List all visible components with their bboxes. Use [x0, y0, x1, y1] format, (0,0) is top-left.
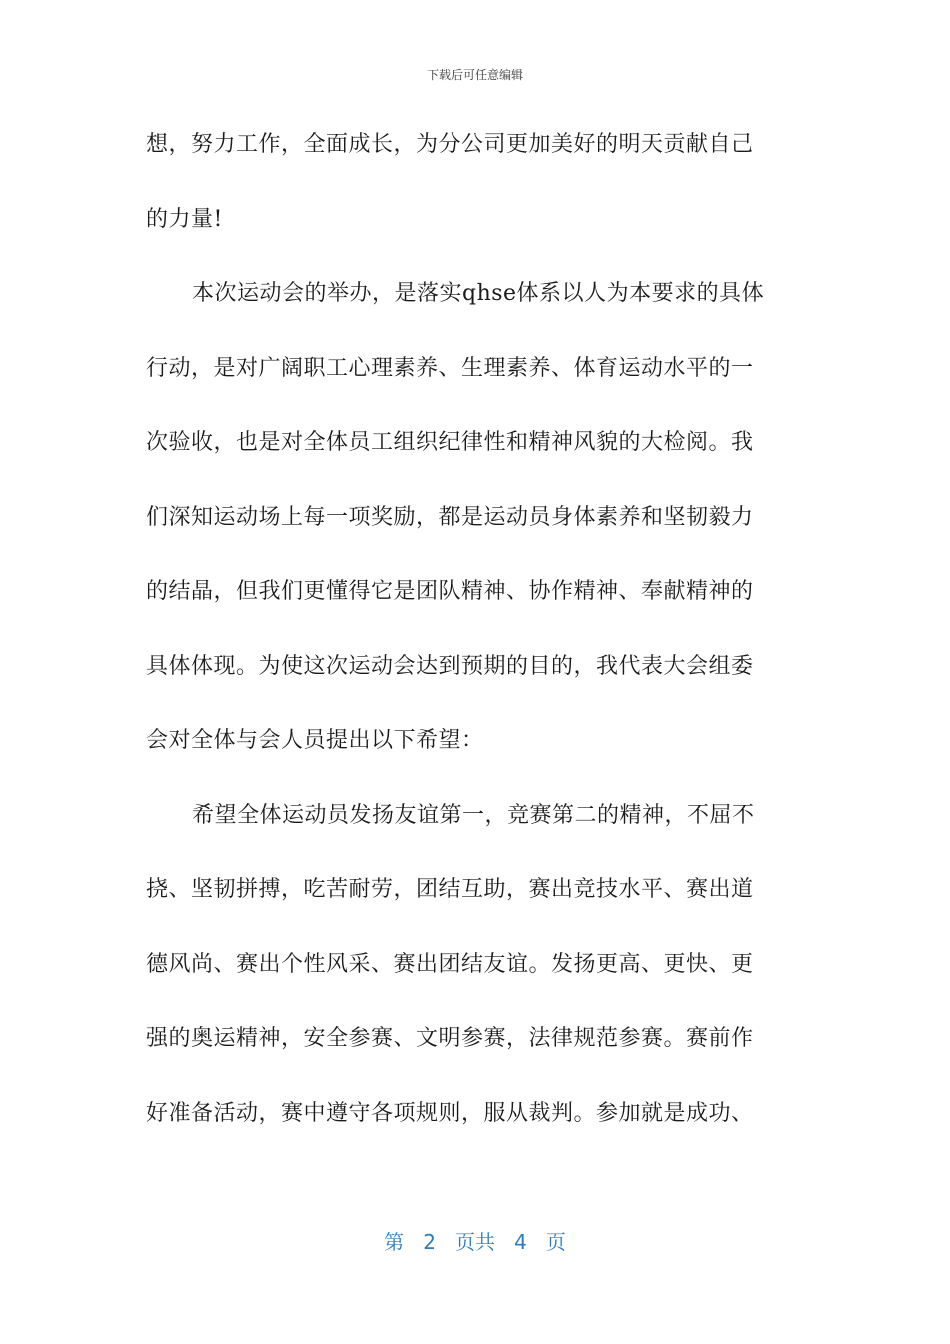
header-text: 下载后可任意编辑 [426, 68, 523, 82]
page-number-prefix: 第 [384, 1230, 405, 1254]
text-line: 挠、坚韧拼搏，吃苦耐劳，团结互助，赛出竞技水平、赛出道 [146, 877, 754, 902]
text-line: 们深知运动场上每一项奖励，都是运动员身体素养和坚韧毅力 [146, 504, 754, 530]
page-number-middle: 页共 [455, 1230, 495, 1254]
text-line: 的结晶，但我们更懂得它是团队精神、协作精神、奉献精神的 [146, 579, 754, 604]
page-number-current: 2 [423, 1230, 436, 1254]
text-line: 强的奥运精神，安全参赛、文明参赛，法律规范参赛。赛前作 [146, 1026, 754, 1051]
paragraph-start-line: 希望全体运动员发扬友谊第一，竞赛第二的精神，不屈不 [192, 802, 755, 828]
paragraph-start-line: 本次运动会的举办，是落实qhse体系以人为本要求的具体 [192, 281, 765, 306]
document-body [146, 120, 796, 1163]
page-number-suffix: 页 [545, 1230, 566, 1254]
text-line: 会对全体与会人员提出以下希望： [146, 728, 484, 753]
text-line: 行动，是对广阔职工心理素养、生理素养、体育运动水平的一 [146, 355, 754, 381]
text-line: 好准备活动，赛中遵守各项规则，服从裁判。参加就是成功、 [146, 1100, 754, 1126]
text-line: 德风尚、赛出个性风采、赛出团结友谊。发扬更高、更快、更 [146, 951, 754, 977]
text-line: 次验收，也是对全体员工组织纪律性和精神风貌的大检阅。我 [146, 430, 754, 455]
text-line: 想，努力工作，全面成长，为分公司更加美好的明天贡献自己 [146, 132, 754, 157]
page-footer [0, 1226, 950, 1255]
text-line: 具体体现。为使这次运动会达到预期的目的，我代表大会组委 [146, 653, 754, 679]
page-header [0, 66, 950, 83]
page-number-total: 4 [514, 1230, 527, 1254]
text-line: 的力量! [146, 206, 223, 232]
